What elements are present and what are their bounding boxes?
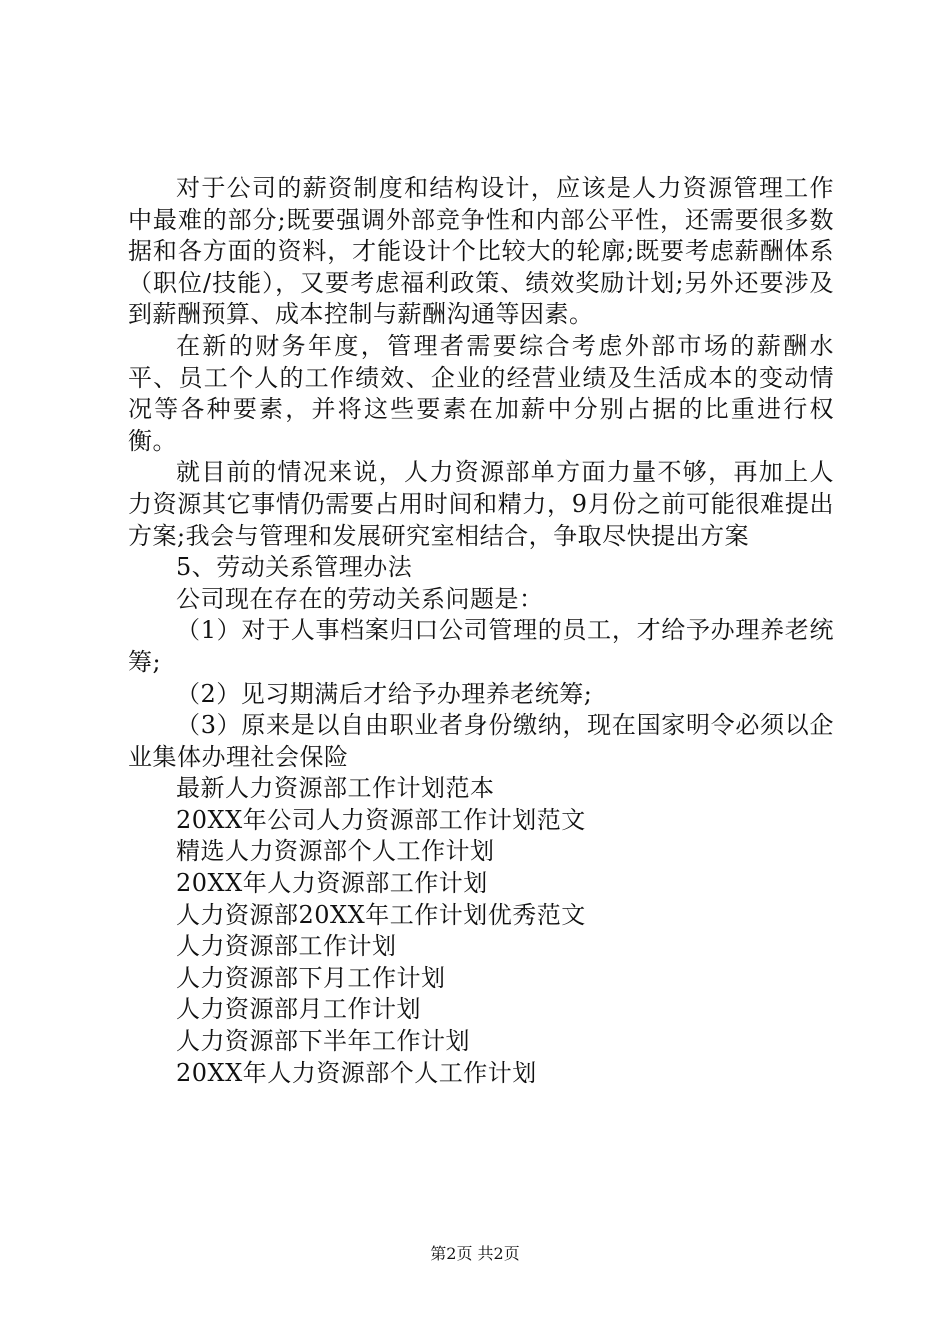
paragraph-fiscal-year: 在新的财务年度，管理者需要综合考虑外部市场的薪酬水平、员工个人的工作绩效、企业的经营业绩及生活成本的变动情况等各种要素，并将这些要素在加薪中分别占据的比重进行权衡。	[128, 331, 834, 455]
paragraph-current-situation: 就目前的情况来说，人力资源部单方面力量不够，再加上人力资源其它事情仍需要占用时间和精力，9月份之前可能很难提出方案;我会与管理和发展研究室相结合，争取尽快提出方案	[128, 458, 834, 550]
related-link[interactable]: 人力资源部下半年工作计划	[176, 1027, 470, 1056]
paragraph-issue-1: （1）对于人事档案归口公司管理的员工，才给予办理养老统筹;	[128, 616, 834, 676]
paragraph-issue-3: （3）原来是以自由职业者身份缴纳，现在国家明令必须以企业集体办理社会保险	[128, 711, 834, 771]
document-body	[128, 173, 834, 1089]
related-link[interactable]: 精选人力资源部个人工作计划	[176, 837, 495, 866]
related-link[interactable]: 人力资源部下月工作计划	[176, 963, 446, 992]
related-link[interactable]: 人力资源部月工作计划	[176, 995, 421, 1024]
page-footer: 第2页 共2页	[430, 1244, 520, 1263]
related-link[interactable]: 20XX年人力资源部工作计划	[176, 869, 488, 898]
related-links-list	[128, 773, 834, 1089]
related-link[interactable]: 20XX年公司人力资源部工作计划范文	[176, 805, 586, 834]
paragraph-salary-design: 对于公司的薪资制度和结构设计，应该是人力资源管理工作中最难的部分;既要强调外部竞争性和内部公平性，还需要很多数据和各方面的资料，才能设计个比较大的轮廓;既要考虑薪酬体系（职位/技能），又要考虑福利政策、绩效奖励计划;另外还要涉及到薪酬预算、成本控制与薪酬沟通等因素。	[128, 174, 834, 329]
related-link[interactable]: 人力资源部20XX年工作计划优秀范文	[176, 900, 586, 929]
related-link[interactable]: 20XX年人力资源部个人工作计划	[176, 1058, 537, 1087]
related-link[interactable]: 最新人力资源部工作计划范本	[176, 774, 495, 803]
paragraph-issue-2: （2）见习期满后才给予办理养老统筹;	[176, 679, 593, 708]
related-link[interactable]: 人力资源部工作计划	[176, 932, 397, 961]
paragraph-labor-issues-intro: 公司现在存在的劳动关系问题是：	[176, 584, 544, 613]
section-heading-labor-relations: 5、劳动关系管理办法	[176, 553, 413, 582]
